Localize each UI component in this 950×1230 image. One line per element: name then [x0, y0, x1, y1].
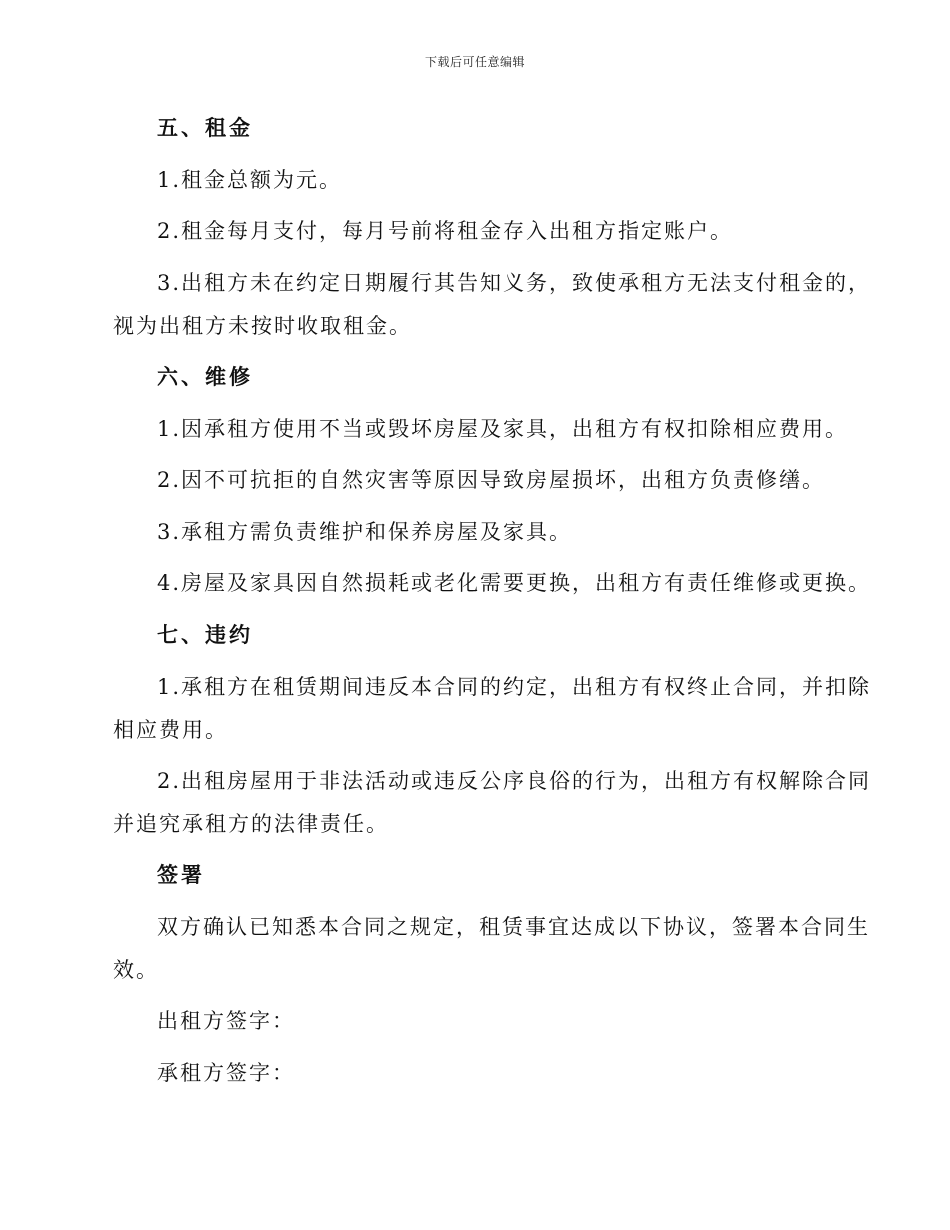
section-heading-repair: 六、维修: [157, 364, 253, 389]
section-heading-signing: 签署: [157, 862, 205, 887]
paragraph-line: 2.租金每月支付，每月号前将租金存入出租方指定账户。: [157, 219, 734, 243]
section-heading-rent: 五、租金: [157, 115, 253, 140]
paragraph-line: 相应费用。: [113, 718, 228, 742]
paragraph-line: 2.因不可抗拒的自然灾害等原因导致房屋损坏，出租方负责修缮。: [157, 468, 826, 492]
paragraph-line: 3.承租方需负责维护和保养房屋及家具。: [157, 520, 573, 544]
paragraph-line: 1.租金总额为元。: [157, 168, 343, 192]
page-header: 下载后可任意编辑: [424, 55, 525, 69]
paragraph-line: 1.承租方在租赁期间违反本合同的约定，出租方有权终止合同，并扣除: [157, 675, 872, 699]
paragraph-line: 2.出租房屋用于非法活动或违反公序良俗的行为，出租方有权解除合同: [157, 769, 872, 793]
lessee-signature-label: 承租方签字：: [157, 1061, 295, 1085]
paragraph-line: 4.房屋及家具因自然损耗或老化需要更换，出租方有责任维修或更换。: [157, 571, 872, 595]
paragraph-line: 1.因承租方使用不当或毁坏房屋及家具，出租方有权扣除相应费用。: [157, 417, 849, 441]
paragraph-line: 效。: [113, 958, 159, 982]
paragraph-line: 双方确认已知悉本合同之规定，租赁事宜达成以下协议，签署本合同生: [157, 915, 870, 939]
paragraph-line: 3.出租方未在约定日期履行其告知义务，致使承租方无法支付租金的，: [157, 271, 872, 295]
paragraph-line: 视为出租方未按时收取租金。: [113, 314, 412, 338]
section-heading-breach: 七、违约: [157, 622, 253, 647]
paragraph-line: 并追究承租方的法律责任。: [113, 812, 389, 836]
lessor-signature-label: 出租方签字：: [157, 1009, 295, 1033]
